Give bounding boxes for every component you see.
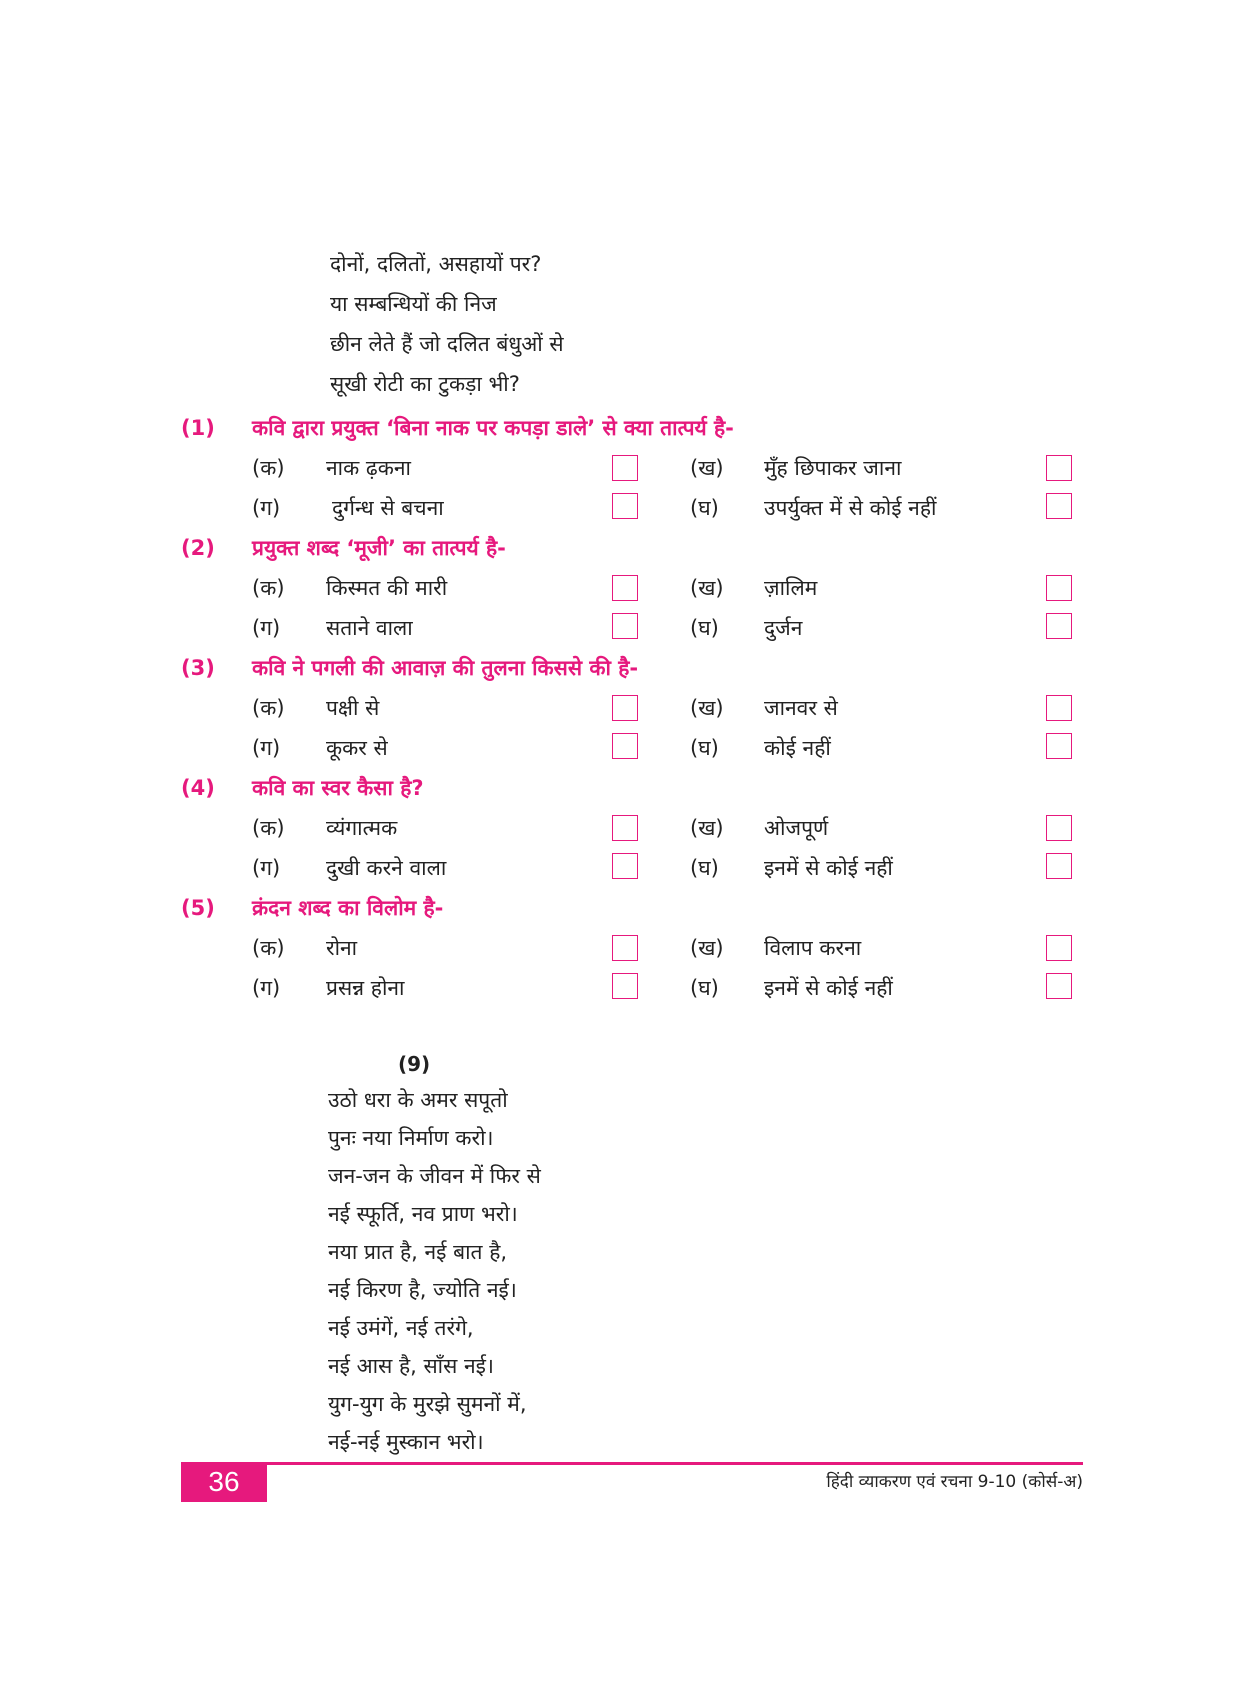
page-number: 36	[181, 1462, 267, 1502]
option-text: किस्मत की मारी	[326, 576, 448, 600]
answer-checkbox[interactable]	[612, 493, 638, 519]
answer-checkbox[interactable]	[612, 575, 638, 601]
option-text: नाक ढ़कना	[326, 456, 411, 480]
answer-checkbox[interactable]	[612, 733, 638, 759]
answer-checkbox[interactable]	[1046, 815, 1072, 841]
option-mark: (ख)	[690, 816, 724, 840]
poem-line: पुनः नया निर्माण करो।	[328, 1126, 494, 1150]
answer-checkbox[interactable]	[1046, 455, 1072, 481]
answer-checkbox[interactable]	[612, 455, 638, 481]
option-text: दुर्गन्ध से बचना	[332, 496, 444, 520]
answer-checkbox[interactable]	[1046, 613, 1072, 639]
question-text: प्रयुक्त शब्द ‘मूजी’ का तात्पर्य है-	[252, 536, 506, 560]
option-mark: (क)	[252, 816, 285, 840]
answer-checkbox[interactable]	[1046, 493, 1072, 519]
poem-line: छीन लेते हैं जो दलित बंधुओं से	[330, 332, 564, 356]
footer-rule	[181, 1462, 1083, 1465]
poem-line: सूखी रोटी का टुकड़ा भी?	[330, 372, 520, 396]
poem-line: जन-जन के जीवन में फिर से	[328, 1164, 541, 1188]
question-text: कवि ने पगली की आवाज़ की तुलना किससे की है-	[252, 656, 639, 680]
option-mark: (क)	[252, 576, 285, 600]
option-mark: (क)	[252, 456, 285, 480]
option-text: रोना	[326, 936, 358, 960]
question-number: (4)	[181, 776, 215, 800]
poem-line: नई उमंगें, नई तरंगे,	[328, 1316, 474, 1340]
option-mark: (घ)	[690, 856, 719, 880]
option-mark: (ख)	[690, 456, 724, 480]
option-text: दुर्जन	[764, 616, 803, 640]
answer-checkbox[interactable]	[612, 935, 638, 961]
answer-checkbox[interactable]	[612, 613, 638, 639]
option-mark: (क)	[252, 696, 285, 720]
stanza-number: (9)	[398, 1052, 431, 1076]
option-text: सताने वाला	[326, 616, 413, 640]
option-text: उपर्युक्त में से कोई नहीं	[764, 496, 937, 520]
option-mark: (घ)	[690, 976, 719, 1000]
answer-checkbox[interactable]	[612, 695, 638, 721]
option-text: ज़ालिम	[764, 576, 818, 600]
question-number: (2)	[181, 536, 215, 560]
poem-line: नया प्रात है, नई बात है,	[328, 1240, 508, 1264]
poem-line: या सम्बन्धियों की निज	[330, 292, 497, 316]
option-text: व्यंगात्मक	[326, 816, 398, 840]
answer-checkbox[interactable]	[612, 853, 638, 879]
option-mark: (घ)	[690, 496, 719, 520]
option-text: पक्षी से	[326, 696, 380, 720]
option-mark: (ख)	[690, 696, 724, 720]
book-title: हिंदी व्याकरण एवं रचना 9-10 (कोर्स-अ)	[826, 1472, 1083, 1492]
option-mark: (ग)	[252, 736, 281, 760]
poem-line: नई किरण है, ज्योति नई।	[328, 1278, 517, 1302]
answer-checkbox[interactable]	[1046, 733, 1072, 759]
option-mark: (ग)	[252, 496, 281, 520]
option-text: कूकर से	[326, 736, 388, 760]
option-text: इनमें से कोई नहीं	[764, 856, 893, 880]
answer-checkbox[interactable]	[1046, 575, 1072, 601]
answer-checkbox[interactable]	[1046, 973, 1072, 999]
poem-line: उठो धरा के अमर सपूतो	[328, 1088, 508, 1112]
option-mark: (ख)	[690, 576, 724, 600]
option-mark: (ग)	[252, 856, 281, 880]
answer-checkbox[interactable]	[1046, 695, 1072, 721]
question-text: कवि द्वारा प्रयुक्त ‘बिना नाक पर कपड़ा डाले’ से क्या तात्पर्य है-	[252, 416, 734, 440]
answer-checkbox[interactable]	[612, 973, 638, 999]
poem-line: नई-नई मुस्कान भरो।	[328, 1430, 484, 1454]
option-mark: (क)	[252, 936, 285, 960]
option-text: मुँह छिपाकर जाना	[764, 456, 902, 480]
option-text: प्रसन्न होना	[326, 976, 405, 1000]
option-mark: (ग)	[252, 616, 281, 640]
question-number: (1)	[181, 416, 215, 440]
option-mark: (घ)	[690, 736, 719, 760]
question-number: (5)	[181, 896, 215, 920]
answer-checkbox[interactable]	[612, 815, 638, 841]
option-text: दुखी करने वाला	[326, 856, 447, 880]
option-text: जानवर से	[764, 696, 838, 720]
option-mark: (ख)	[690, 936, 724, 960]
option-mark: (ग)	[252, 976, 281, 1000]
answer-checkbox[interactable]	[1046, 853, 1072, 879]
question-text: कवि का स्वर कैसा है?	[252, 776, 424, 800]
option-text: कोई नहीं	[764, 736, 831, 760]
option-text: इनमें से कोई नहीं	[764, 976, 893, 1000]
option-text: विलाप करना	[764, 936, 862, 960]
poem-line: युग-युग के मुरझे सुमनों में,	[328, 1392, 527, 1416]
answer-checkbox[interactable]	[1046, 935, 1072, 961]
poem-line: नई आस है, साँस नई।	[328, 1354, 494, 1378]
option-text: ओजपूर्ण	[764, 816, 829, 840]
question-number: (3)	[181, 656, 215, 680]
poem-line: दोनों, दलितों, असहायों पर?	[330, 252, 542, 276]
option-mark: (घ)	[690, 616, 719, 640]
question-text: क्रंदन शब्द का विलोम है-	[252, 896, 444, 920]
poem-line: नई स्फूर्ति, नव प्राण भरो।	[328, 1202, 518, 1226]
